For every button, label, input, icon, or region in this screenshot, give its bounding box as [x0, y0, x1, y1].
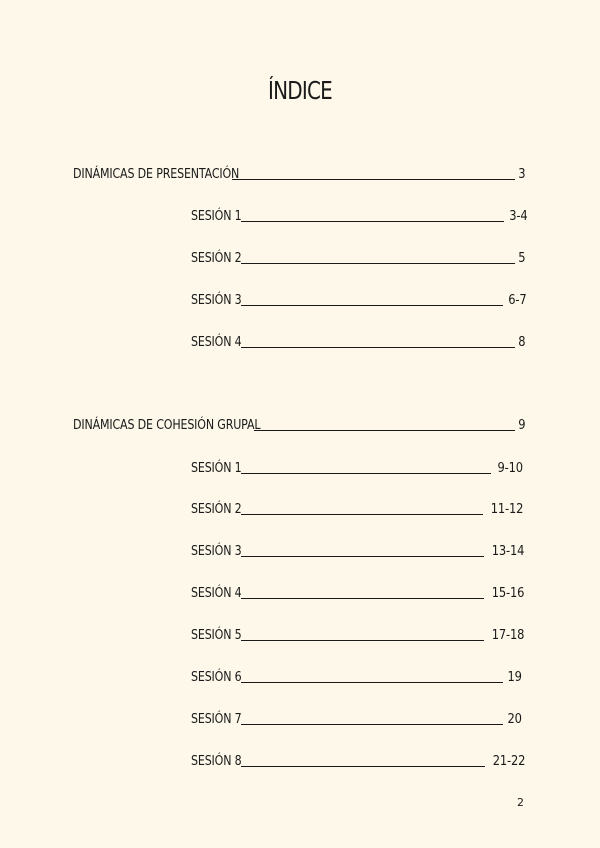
- toc-page-number: 19: [507, 668, 522, 685]
- toc-entry-label: SESIÓN 2: [191, 500, 242, 517]
- toc-entry-s1-sesion-2: [191, 247, 525, 265]
- toc-leader-line: [241, 639, 484, 641]
- toc-section-cohesion-grupal: [73, 414, 525, 432]
- toc-page-number: 21-22: [492, 752, 525, 769]
- page-title: ÍNDICE: [268, 76, 332, 105]
- toc-page-number: 20: [507, 710, 522, 727]
- toc-page-number: 13-14: [491, 542, 524, 559]
- toc-entry-s2-sesion-4: [191, 582, 524, 600]
- toc-entry-label: SESIÓN 4: [191, 333, 242, 350]
- toc-leader-line: [241, 220, 504, 222]
- toc-entry-label: SESIÓN 2: [191, 249, 242, 266]
- toc-leader-line: [241, 346, 515, 348]
- toc-page-number: 8: [517, 333, 525, 350]
- toc-page-number: 6-7: [507, 291, 526, 308]
- toc-entry-s1-sesion-4: [191, 331, 525, 349]
- toc-entry-label: SESIÓN 7: [191, 710, 242, 727]
- toc-section-label: DINÁMICAS DE COHESIÓN GRUPAL: [73, 416, 261, 433]
- toc-page-number: 11-12: [490, 500, 523, 517]
- toc-entry-label: SESIÓN 4: [191, 584, 242, 601]
- toc-leader-line: [241, 555, 484, 557]
- toc-page-number: 5: [517, 249, 525, 266]
- toc-entry-label: SESIÓN 3: [191, 542, 242, 559]
- toc-page-number: 15-16: [491, 584, 524, 601]
- toc-leader-line: [232, 178, 515, 180]
- toc-leader-line: [241, 597, 484, 599]
- toc-entry-s2-sesion-2: [191, 498, 523, 516]
- toc-page-number: 9-10: [497, 459, 523, 476]
- toc-entry-label: SESIÓN 5: [191, 626, 242, 643]
- toc-leader-line: [241, 765, 485, 767]
- toc-leader-line: [241, 723, 504, 725]
- toc-entry-label: SESIÓN 1: [191, 459, 242, 476]
- toc-leader-line: [241, 513, 483, 515]
- toc-leader-line: [241, 681, 504, 683]
- toc-leader-line: [241, 472, 492, 474]
- toc-entry-s2-sesion-7: [191, 708, 522, 726]
- toc-entry-label: SESIÓN 8: [191, 752, 242, 769]
- toc-section-label: DINÁMICAS DE PRESENTACIÓN: [73, 165, 240, 182]
- toc-entry-label: SESIÓN 3: [191, 291, 242, 308]
- toc-entry-s1-sesion-3: [191, 289, 526, 307]
- toc-page-number: 3: [517, 165, 525, 182]
- toc-entry-s2-sesion-5: [191, 624, 524, 642]
- toc-entry-label: SESIÓN 1: [191, 207, 242, 224]
- toc-entry-s2-sesion-1: [191, 457, 523, 475]
- toc-section-presentacion: [73, 163, 525, 181]
- toc-leader-line: [254, 429, 515, 431]
- toc-entry-s2-sesion-6: [191, 666, 522, 684]
- toc-leader-line: [241, 262, 515, 264]
- toc-page-number: 3-4: [508, 207, 527, 224]
- toc-entry-label: SESIÓN 6: [191, 668, 242, 685]
- toc-page-number: 9: [517, 416, 525, 433]
- toc-leader-line: [241, 304, 503, 306]
- page-number: 2: [517, 796, 524, 809]
- toc-entry-s1-sesion-1: [191, 205, 527, 223]
- toc-page-number: 17-18: [491, 626, 524, 643]
- toc-entry-s2-sesion-3: [191, 540, 524, 558]
- toc-entry-s2-sesion-8: [191, 750, 525, 768]
